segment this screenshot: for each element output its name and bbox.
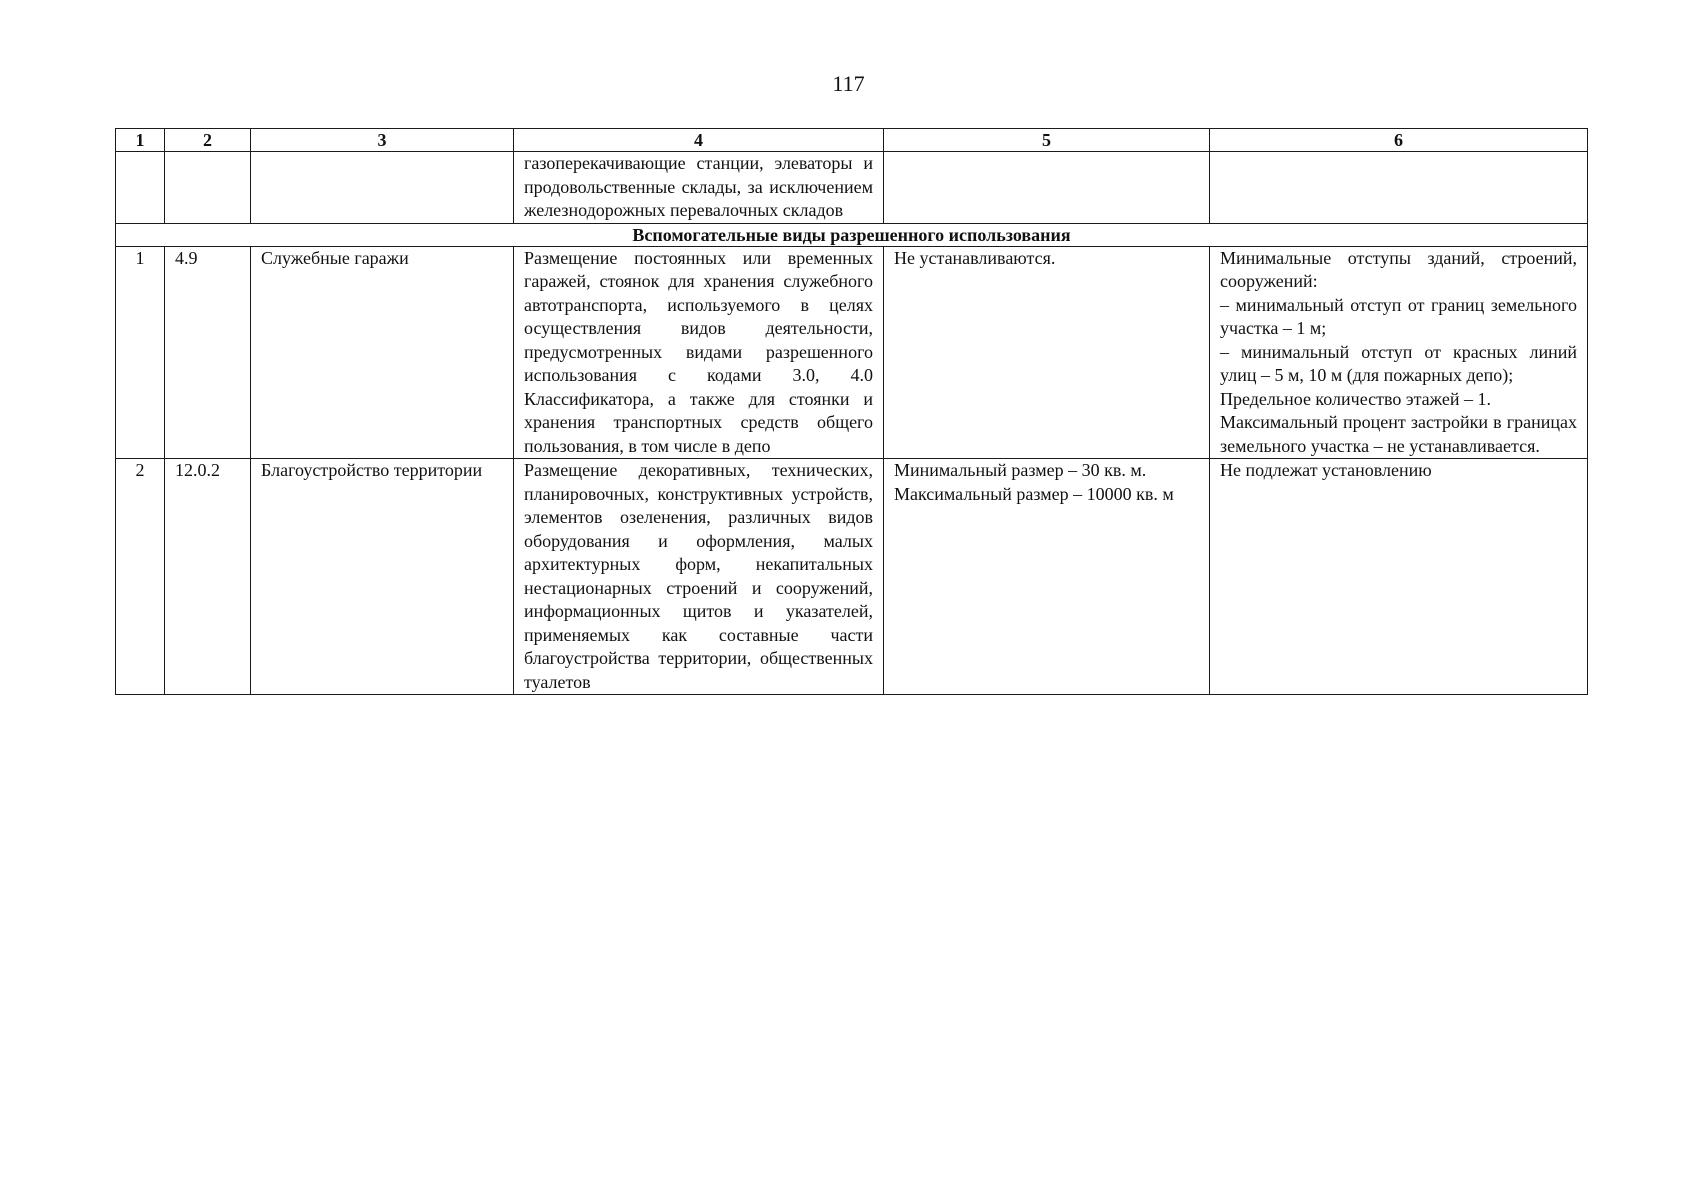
continuation-num-cell	[116, 152, 165, 224]
header-cell-1: 1	[116, 129, 165, 152]
continuation-name-cell	[251, 152, 514, 224]
section-title: Вспомогательные виды разрешенного использования	[116, 223, 1588, 246]
land-use-table	[115, 128, 1588, 695]
continuation-description-cell: газоперекачивающие станции, элеваторы и продовольственные склады, за исключением железнодорожных перевалочных складов	[514, 152, 884, 224]
params-line: Предельное количество этажей – 1.	[1220, 388, 1491, 409]
header-cell-3: 3	[251, 129, 514, 152]
header-cell-2: 2	[165, 129, 251, 152]
params-line: Минимальные отступы зданий, строений, сооружений:	[1220, 247, 1577, 291]
params-line: – минимальный отступ от красных линий улиц – 5 м, 10 м (для пожарных депо);	[1220, 341, 1577, 385]
row-name: Благоустройство территории	[251, 459, 514, 695]
row-description: Размещение постоянных или временных гаражей, стоянок для хранения служебного автотранспорта, используемого в целях осуществления видов деятельности, предусмотренных видами разрешенного использования с кодами 3.0, 4.0 Классификатора, а также для стоянки и хранения транспортных средств общего пользования, в том числе в депо	[514, 246, 884, 459]
row-size-cell	[884, 459, 1210, 695]
row-number: 2	[116, 459, 165, 695]
row-code: 4.9	[165, 246, 251, 459]
row-number: 1	[116, 246, 165, 459]
table-row	[116, 246, 1588, 459]
row-name: Служебные гаражи	[251, 246, 514, 459]
row-description: Размещение декоративных, технических, планировочных, конструктивных устройств, элементов озеленения, различных видов оборудования и оформления, малых архитектурных форм, некапитальных нестационарных строений и сооружений, информационных щитов и указателей, применяемых как составные части благоустройства территории, общественных туалетов	[514, 459, 884, 695]
size-line: Минимальный размер – 30 кв. м.	[894, 460, 1147, 480]
continuation-code-cell	[165, 152, 251, 224]
header-cell-4: 4	[514, 129, 884, 152]
page-number: 117	[832, 71, 865, 96]
continuation-row	[116, 152, 1588, 224]
row-code: 12.0.2	[165, 459, 251, 695]
header-cell-6: 6	[1210, 129, 1588, 152]
params-line: – минимальный отступ от границ земельного участка – 1 м;	[1220, 294, 1577, 338]
row-params-cell	[1210, 459, 1588, 695]
table-row	[116, 459, 1588, 695]
size-line: Максимальный размер – 10000 кв. м	[894, 483, 1174, 504]
continuation-size-cell	[884, 152, 1210, 224]
header-cell-5: 5	[884, 129, 1210, 152]
continuation-params-cell	[1210, 152, 1588, 224]
header-row	[116, 129, 1588, 152]
size-line: Не устанавливаются.	[894, 247, 1056, 268]
params-line: Не подлежат установлению	[1220, 460, 1432, 480]
params-line: Максимальный процент застройки в границах земельного участка – не устанавливается.	[1220, 412, 1577, 456]
row-size-cell	[884, 246, 1210, 459]
section-row	[116, 223, 1588, 246]
row-params-cell	[1210, 246, 1588, 459]
